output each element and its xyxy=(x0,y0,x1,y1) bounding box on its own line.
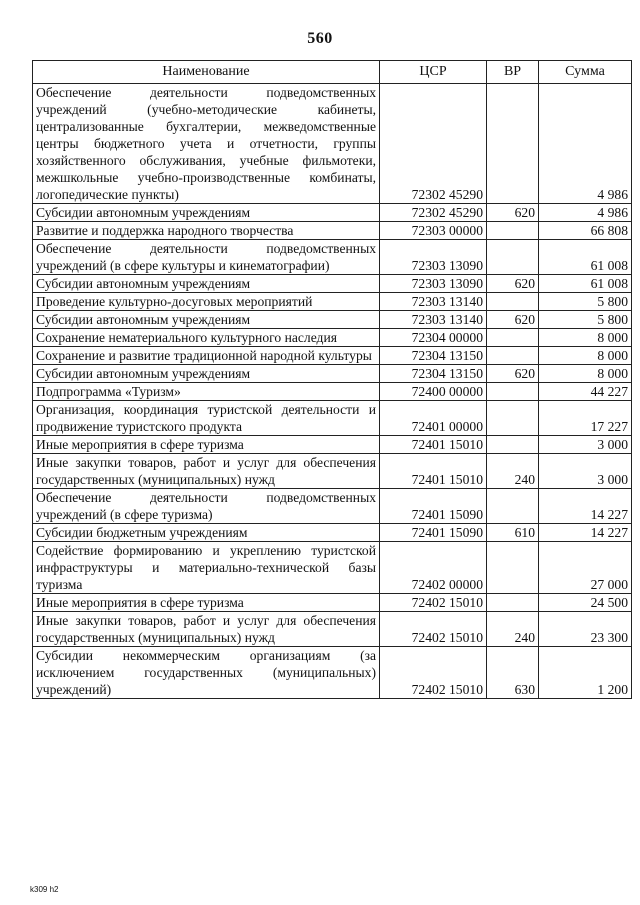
row-name-cell: Иные мероприятия в сфере туризма xyxy=(33,594,380,612)
row-vr-cell xyxy=(487,542,539,594)
page-number: 560 xyxy=(307,30,333,47)
row-sum-cell: 14 227 xyxy=(539,489,632,524)
row-csr-cell: 72401 15090 xyxy=(380,489,487,524)
row-csr-cell: 72401 15010 xyxy=(380,454,487,489)
row-csr-cell: 72303 13090 xyxy=(380,240,487,275)
table-row xyxy=(33,222,632,240)
row-sum-cell: 24 500 xyxy=(539,594,632,612)
row-sum-cell: 27 000 xyxy=(539,542,632,594)
row-csr-cell: 72401 00000 xyxy=(380,401,487,436)
row-csr-cell: 72304 00000 xyxy=(380,329,487,347)
row-csr-cell: 72303 13140 xyxy=(380,311,487,329)
row-sum-cell: 8 000 xyxy=(539,347,632,365)
row-csr-cell: 72303 13090 xyxy=(380,275,487,293)
row-csr-cell: 72400 00000 xyxy=(380,383,487,401)
row-name-cell: Субсидии бюджетным учреждениям xyxy=(33,524,380,542)
row-vr-cell xyxy=(487,401,539,436)
table-row xyxy=(33,594,632,612)
row-sum-cell: 66 808 xyxy=(539,222,632,240)
row-vr-cell: 240 xyxy=(487,454,539,489)
row-name-cell: Субсидии автономным учреждениям xyxy=(33,311,380,329)
row-sum-cell: 8 000 xyxy=(539,329,632,347)
row-name-cell: Иные мероприятия в сфере туризма xyxy=(33,436,380,454)
row-sum-cell: 5 800 xyxy=(539,293,632,311)
row-name-cell: Субсидии автономным учреждениям xyxy=(33,275,380,293)
row-vr-cell: 630 xyxy=(487,647,539,699)
row-name-cell: Проведение культурно-досуговых мероприятий xyxy=(33,293,380,311)
row-sum-cell: 4 986 xyxy=(539,84,632,204)
table-row xyxy=(33,365,632,383)
row-sum-cell: 5 800 xyxy=(539,311,632,329)
table-row xyxy=(33,542,632,594)
row-sum-cell: 23 300 xyxy=(539,612,632,647)
row-name-cell: Субсидии автономным учреждениям xyxy=(33,365,380,383)
table-row xyxy=(33,293,632,311)
row-vr-cell: 620 xyxy=(487,204,539,222)
table-row xyxy=(33,454,632,489)
budget-table xyxy=(32,60,632,699)
row-csr-cell: 72401 15090 xyxy=(380,524,487,542)
header-name: Наименование xyxy=(33,61,380,84)
row-csr-cell: 72302 45290 xyxy=(380,84,487,204)
row-vr-cell xyxy=(487,594,539,612)
table-row xyxy=(33,524,632,542)
row-name-cell: Субсидии автономным учреждениям xyxy=(33,204,380,222)
row-name-cell: Обеспечение деятельности подведомственных учреждений (в сфере туризма) xyxy=(33,489,380,524)
row-vr-cell: 620 xyxy=(487,311,539,329)
row-csr-cell: 72402 15010 xyxy=(380,594,487,612)
row-sum-cell: 61 008 xyxy=(539,275,632,293)
row-vr-cell xyxy=(487,84,539,204)
row-sum-cell: 3 000 xyxy=(539,454,632,489)
row-vr-cell: 610 xyxy=(487,524,539,542)
row-csr-cell: 72304 13150 xyxy=(380,347,487,365)
row-name-cell: Организация, координация туристской деятельности и продвижение туристского продукта xyxy=(33,401,380,436)
row-vr-cell xyxy=(487,436,539,454)
header-csr: ЦСР xyxy=(380,61,487,84)
row-vr-cell: 240 xyxy=(487,612,539,647)
table-row xyxy=(33,311,632,329)
table-row xyxy=(33,647,632,699)
row-name-cell: Подпрограмма «Туризм» xyxy=(33,383,380,401)
table-row xyxy=(33,401,632,436)
table-row xyxy=(33,383,632,401)
table-row xyxy=(33,204,632,222)
row-name-cell: Развитие и поддержка народного творчества xyxy=(33,222,380,240)
row-sum-cell: 1 200 xyxy=(539,647,632,699)
row-vr-cell xyxy=(487,489,539,524)
row-csr-cell: 72302 45290 xyxy=(380,204,487,222)
row-sum-cell: 61 008 xyxy=(539,240,632,275)
header-vr: ВР xyxy=(487,61,539,84)
table-row xyxy=(33,612,632,647)
table-row xyxy=(33,347,632,365)
row-vr-cell xyxy=(487,347,539,365)
table-row xyxy=(33,489,632,524)
row-vr-cell xyxy=(487,240,539,275)
row-name-cell: Обеспечение деятельности подведомственных учреждений (в сфере культуры и кинематографии) xyxy=(33,240,380,275)
row-sum-cell: 8 000 xyxy=(539,365,632,383)
row-csr-cell: 72303 13140 xyxy=(380,293,487,311)
row-vr-cell xyxy=(487,222,539,240)
table-row xyxy=(33,240,632,275)
row-vr-cell xyxy=(487,329,539,347)
row-sum-cell: 17 227 xyxy=(539,401,632,436)
row-sum-cell: 3 000 xyxy=(539,436,632,454)
table-body xyxy=(33,84,632,699)
row-name-cell: Содействие формированию и укреплению туристской инфраструктуры и материально-технической базы туризма xyxy=(33,542,380,594)
row-name-cell: Обеспечение деятельности подведомственных учреждений (учебно-методические кабинеты, централизованные бухгалтерии, межведомственные центры бюджетного учета и отчетности, группы хозяйственного обслуживания, учебные фильмотеки, межшкольные учебно-производственные комбинаты, логопедические пункты) xyxy=(33,84,380,204)
row-vr-cell xyxy=(487,293,539,311)
row-name-cell: Субсидии некоммерческим организациям (за исключением государственных (муниципальных) учреждений) xyxy=(33,647,380,699)
row-vr-cell: 620 xyxy=(487,365,539,383)
row-csr-cell: 72304 13150 xyxy=(380,365,487,383)
table-row xyxy=(33,329,632,347)
row-csr-cell: 72401 15010 xyxy=(380,436,487,454)
row-csr-cell: 72402 15010 xyxy=(380,647,487,699)
row-sum-cell: 14 227 xyxy=(539,524,632,542)
table-header-row xyxy=(33,61,632,84)
row-sum-cell: 4 986 xyxy=(539,204,632,222)
table-row xyxy=(33,84,632,204)
row-csr-cell: 72402 15010 xyxy=(380,612,487,647)
row-csr-cell: 72402 00000 xyxy=(380,542,487,594)
row-name-cell: Сохранение и развитие традиционной народной культуры xyxy=(33,347,380,365)
row-vr-cell: 620 xyxy=(487,275,539,293)
table-row xyxy=(33,275,632,293)
row-csr-cell: 72303 00000 xyxy=(380,222,487,240)
row-sum-cell: 44 227 xyxy=(539,383,632,401)
row-name-cell: Иные закупки товаров, работ и услуг для обеспечения государственных (муниципальных) нужд xyxy=(33,612,380,647)
row-name-cell: Иные закупки товаров, работ и услуг для обеспечения государственных (муниципальных) нужд xyxy=(33,454,380,489)
row-name-cell: Сохранение нематериального культурного наследия xyxy=(33,329,380,347)
table-row xyxy=(33,436,632,454)
row-vr-cell xyxy=(487,383,539,401)
header-sum: Сумма xyxy=(539,61,632,84)
footer-code: k309 h2 xyxy=(30,885,59,894)
